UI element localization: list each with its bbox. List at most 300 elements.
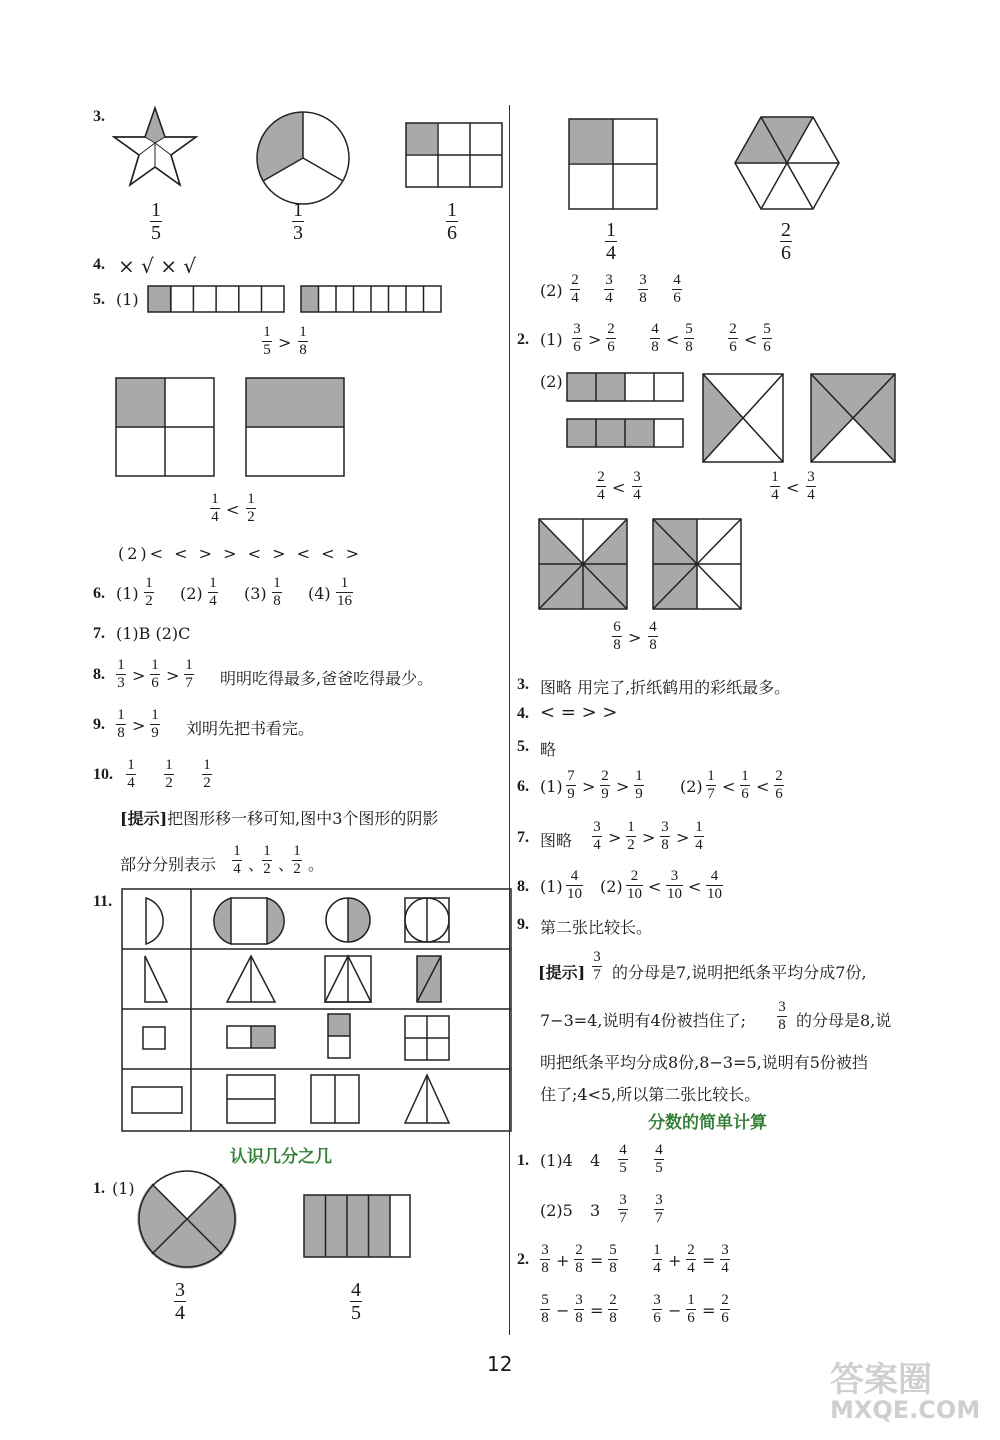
square-eighths-b-figure (652, 518, 742, 610)
rect-fifths-figure (303, 1194, 411, 1258)
calc-frac (540, 1243, 550, 1276)
answer-text: 4 (590, 1151, 601, 1170)
compare-frac (606, 322, 616, 355)
compare-frac (648, 620, 658, 653)
denominator: 8 (299, 342, 307, 358)
numerator: 7 (567, 768, 575, 784)
q8-frac (666, 869, 683, 902)
numerator: 3 (661, 819, 669, 835)
denominator: 8 (639, 290, 647, 306)
numerator: 2 (781, 219, 791, 241)
answer-frac (570, 273, 580, 306)
calc-frac (574, 1293, 584, 1326)
question-number: 3. (517, 676, 529, 693)
calc-frac (608, 1243, 618, 1276)
strip-eighths-figure (300, 285, 442, 313)
question-number: 2. (517, 1251, 529, 1268)
numerator: 1 (151, 657, 159, 673)
numerator: 5 (609, 1242, 617, 1258)
denominator: 8 (273, 593, 281, 609)
numerator: 3 (778, 999, 786, 1015)
denominator: 6 (763, 339, 771, 355)
denominator: 8 (541, 1260, 549, 1276)
numerator: 4 (649, 619, 657, 635)
answer-frac (618, 1193, 628, 1226)
denominator: 6 (607, 339, 615, 355)
denominator: 4 (597, 487, 605, 503)
hint-frac (777, 1000, 787, 1033)
denominator: 6 (687, 1310, 695, 1326)
compare-op: > (588, 330, 602, 349)
q6a-op: > (582, 777, 596, 796)
numerator: 2 (607, 321, 615, 337)
answer-text: 第二张比较长。 (540, 918, 653, 937)
numerator: 1 (447, 199, 457, 221)
question-number: 4. (517, 705, 529, 722)
denominator: 2 (165, 775, 173, 791)
square-halves-figure (245, 377, 345, 477)
compare-frac (246, 492, 256, 525)
hint-label-text: [提示] (538, 963, 586, 982)
compare-op: < (226, 500, 240, 519)
numerator: 4 (710, 868, 719, 884)
numerator: 5 (541, 1292, 549, 1308)
numerator: 2 (687, 1242, 695, 1258)
denominator: 5 (263, 342, 271, 358)
q9-op: > (132, 716, 146, 735)
square-eighths-a-figure (538, 518, 628, 610)
denominator: 8 (661, 837, 669, 853)
answer-text: 3 (590, 1201, 601, 1220)
numerator: 3 (175, 1279, 185, 1301)
denominator: 6 (741, 786, 749, 802)
answer-frac (336, 576, 353, 609)
denominator: 8 (609, 1310, 617, 1326)
compare-frac (770, 470, 780, 503)
numerator: 1 (185, 657, 193, 673)
part-label: (3) (244, 584, 267, 603)
watermark-logo: 答案圈 (830, 1360, 932, 1400)
part-label: (1) (540, 330, 563, 349)
numerator: 1 (695, 819, 703, 835)
q8-op: < (688, 877, 702, 896)
numerator: 3 (633, 469, 641, 485)
q8-frac (706, 869, 723, 902)
answer-frac (654, 1193, 664, 1226)
calc-frac (574, 1243, 584, 1276)
denominator: 4 (605, 290, 613, 306)
strip-b-figure (566, 418, 684, 448)
denominator: 16 (337, 593, 352, 609)
numerator: 3 (605, 272, 613, 288)
compare-frac (728, 322, 738, 355)
q6b-frac (774, 769, 784, 802)
answer-frac (126, 758, 136, 791)
denominator: 4 (209, 593, 217, 609)
hint-text: 7−3=4,说明有4份被挡住了; (540, 1011, 747, 1030)
answer-frac (618, 1143, 628, 1176)
numerator: 2 (609, 1292, 617, 1308)
numerator: 1 (117, 707, 125, 723)
hint-frac (592, 950, 602, 983)
calc-op: + (668, 1251, 682, 1270)
strip-a-figure (566, 372, 684, 402)
square-quarters-figure (115, 377, 215, 477)
answer-text: (1)4 (540, 1151, 573, 1170)
calc-op: = (702, 1301, 716, 1320)
denominator: 6 (729, 339, 737, 355)
numerator: 1 (165, 757, 173, 773)
compare-frac (806, 470, 816, 503)
calc-op: − (556, 1301, 570, 1320)
q7-frac (592, 820, 602, 853)
denominator: 8 (609, 1260, 617, 1276)
denominator: 4 (233, 861, 241, 877)
part-label: (4) (308, 584, 331, 603)
compare-op: < (612, 478, 626, 497)
answer-frac (672, 273, 682, 306)
denominator: 8 (575, 1310, 583, 1326)
q8-frac (626, 869, 643, 902)
denominator: 6 (673, 290, 681, 306)
answer-text: 明明吃得最多,爸爸吃得最少。 (220, 669, 434, 688)
numerator: 3 (575, 1292, 583, 1308)
compare-frac (762, 322, 772, 355)
compare-frac (298, 325, 308, 358)
numerator: 3 (541, 1242, 549, 1258)
compare-op: < (786, 478, 800, 497)
answer-frac (780, 220, 792, 263)
numerator: 3 (807, 469, 815, 485)
part-label: (2) (680, 777, 703, 796)
part-label: (1) (112, 1179, 135, 1198)
question-number: 6. (93, 585, 105, 602)
numerator: 5 (763, 321, 771, 337)
q7-op: > (642, 828, 656, 847)
compare-op: > (278, 333, 292, 352)
part-label: (1) (116, 584, 139, 603)
q8-frac (184, 658, 194, 691)
column-divider (509, 105, 510, 1335)
answer-text: 图略 用完了,折纸鹤用的彩纸最多。 (540, 678, 791, 697)
numerator: 3 (655, 1192, 663, 1208)
compare-frac (210, 492, 220, 525)
compare-frac (262, 325, 272, 358)
question-number: 1. (517, 1152, 529, 1169)
answer-line: (1)B (2)C (116, 624, 191, 643)
numerator: 1 (151, 199, 161, 221)
numerator: 4 (651, 321, 659, 337)
q8-frac (116, 658, 126, 691)
denominator: 4 (175, 1302, 185, 1324)
numerator: 1 (741, 768, 749, 784)
calc-op: = (590, 1251, 604, 1270)
denominator: 4 (127, 775, 135, 791)
answer-frac (208, 576, 218, 609)
q6b-op: < (722, 777, 736, 796)
strip-fifths-figure (147, 285, 285, 313)
calc-frac (652, 1293, 662, 1326)
square-diag-a-figure (702, 373, 784, 463)
answer-text: (2)5 (540, 1201, 573, 1220)
grid-fraction (446, 200, 458, 243)
numerator: 1 (203, 757, 211, 773)
part-label: (2) (180, 584, 203, 603)
denominator: 2 (627, 837, 635, 853)
numerator: 4 (570, 868, 579, 884)
separator: 、 (248, 855, 265, 874)
numerator: 1 (635, 768, 643, 784)
calc-op: − (668, 1301, 682, 1320)
denominator: 8 (613, 637, 621, 653)
numerator: 1 (687, 1292, 695, 1308)
question-number: 9. (93, 716, 105, 733)
answer-text: 略 (540, 740, 557, 759)
question-number: 8. (93, 666, 105, 683)
answer-frac (638, 273, 648, 306)
square-quarter-shaded-figure (568, 118, 658, 210)
numerator: 3 (639, 272, 647, 288)
answer-line: (2)< < > > < > < < > (118, 544, 363, 563)
answer-frac (164, 758, 174, 791)
part-label: (2) (540, 281, 563, 300)
compare-frac (612, 620, 622, 653)
question-number: 10. (93, 766, 113, 783)
hint-text: 明把纸条平均分成8份,8−3=5,说明有5份被挡 (540, 1053, 868, 1072)
numerator: 1 (263, 324, 271, 340)
answer-frac (654, 1143, 664, 1176)
denominator: 4 (687, 1260, 695, 1276)
numerator: 1 (209, 575, 217, 591)
numerator: 4 (673, 272, 681, 288)
watermark-url: MXQE.COM (830, 1396, 981, 1424)
q7-op: > (608, 828, 622, 847)
numerator: 3 (593, 819, 601, 835)
compare-frac (650, 322, 660, 355)
page-number: 12 (487, 1352, 513, 1376)
calc-op: = (702, 1251, 716, 1270)
q8-op: < (648, 877, 662, 896)
star-figure (112, 105, 198, 191)
compare-frac (596, 470, 606, 503)
denominator: 2 (293, 861, 301, 877)
denominator: 9 (601, 786, 609, 802)
part-label: (1) (116, 290, 139, 309)
calc-frac (720, 1243, 730, 1276)
numerator: 1 (653, 1242, 661, 1258)
denominator: 6 (447, 222, 457, 244)
numerator: 1 (340, 575, 349, 591)
hint-frac (262, 844, 272, 877)
denominator: 4 (695, 837, 703, 853)
hint-text: 住了;4<5,所以第二张比较长。 (540, 1085, 761, 1104)
question-number: 7. (93, 625, 105, 642)
part-label: (1) (540, 877, 563, 896)
question-number: 5. (93, 291, 105, 308)
denominator: 6 (775, 786, 783, 802)
hint-label: [提示] (120, 809, 168, 828)
hint-text: 把图形移一移可知,图中3个图形的阴影 (167, 809, 439, 828)
denominator: 8 (575, 1260, 583, 1276)
true-false-marks: × √ × √ (118, 254, 197, 278)
q6a-frac (566, 769, 576, 802)
shapes-table (121, 888, 512, 1132)
numerator: 1 (151, 707, 159, 723)
question-number: 4. (93, 256, 105, 273)
numerator: 2 (575, 1242, 583, 1258)
q6b-frac (740, 769, 750, 802)
circle-thirds-figure (255, 110, 351, 206)
answer-frac (272, 576, 282, 609)
numerator: 4 (655, 1142, 663, 1158)
numerator: 1 (299, 324, 307, 340)
denominator: 10 (627, 886, 642, 902)
denominator: 7 (185, 675, 193, 691)
denominator: 8 (651, 339, 659, 355)
q7-frac (626, 820, 636, 853)
denominator: 4 (606, 242, 616, 264)
numerator: 2 (597, 469, 605, 485)
denominator: 8 (778, 1017, 786, 1033)
numerator: 3 (573, 321, 581, 337)
numerator: 1 (145, 575, 153, 591)
numerator: 1 (263, 843, 271, 859)
hint-frac (292, 844, 302, 877)
calc-frac (720, 1293, 730, 1326)
circle-fraction (292, 200, 304, 243)
numerator: 1 (211, 491, 219, 507)
calc-frac (686, 1243, 696, 1276)
numerator: 2 (775, 768, 783, 784)
question-number: 5. (517, 738, 529, 755)
star-fraction (150, 200, 162, 243)
numerator: 3 (619, 1192, 627, 1208)
numerator: 1 (707, 768, 715, 784)
calc-frac (608, 1293, 618, 1326)
numerator: 1 (127, 757, 135, 773)
separator: 、 (278, 855, 295, 874)
denominator: 4 (633, 487, 641, 503)
denominator: 2 (247, 509, 255, 525)
question-number: 3. (93, 108, 105, 125)
denominator: 10 (667, 886, 682, 902)
denominator: 6 (653, 1310, 661, 1326)
answer-text: 刘明先把书看完。 (186, 719, 315, 738)
question-number: 8. (517, 878, 529, 895)
q8-frac (150, 658, 160, 691)
denominator: 8 (685, 339, 693, 355)
numerator: 1 (117, 657, 125, 673)
part-label: (2) (600, 877, 623, 896)
compare-frac (632, 470, 642, 503)
numerator: 6 (613, 619, 621, 635)
hexagon-sixths-figure (734, 115, 840, 211)
denominator: 6 (151, 675, 159, 691)
denominator: 4 (571, 290, 579, 306)
denominator: 2 (263, 861, 271, 877)
denominator: 4 (653, 1260, 661, 1276)
square-diag-b-figure (810, 373, 896, 463)
denominator: 5 (655, 1160, 663, 1176)
grid-sixths-figure (405, 122, 503, 188)
numerator: 2 (721, 1292, 729, 1308)
compare-frac (572, 322, 582, 355)
numerator: 1 (233, 843, 241, 859)
denominator: 8 (541, 1310, 549, 1326)
numerator: 3 (670, 868, 679, 884)
part-label: (1) (540, 777, 563, 796)
numerator: 1 (771, 469, 779, 485)
answer-frac (174, 1280, 186, 1323)
q9-frac (150, 708, 160, 741)
question-number: 2. (517, 331, 529, 348)
numerator: 3 (653, 1292, 661, 1308)
denominator: 2 (145, 593, 153, 609)
denominator: 5 (151, 222, 161, 244)
compare-op: < (666, 330, 680, 349)
denominator: 4 (807, 487, 815, 503)
numerator: 2 (601, 768, 609, 784)
calc-frac (540, 1293, 550, 1326)
denominator: 7 (707, 786, 715, 802)
q6a-op: > (616, 777, 630, 796)
denominator: 6 (573, 339, 581, 355)
answer-frac (604, 273, 614, 306)
numerator: 5 (685, 321, 693, 337)
question-number: 7. (517, 829, 529, 846)
q6b-frac (706, 769, 716, 802)
denominator: 9 (567, 786, 575, 802)
answer-frac (202, 758, 212, 791)
denominator: 4 (211, 509, 219, 525)
hint-text: 的分母是8,说 (796, 1011, 892, 1030)
calc-op: + (556, 1251, 570, 1270)
numerator: 2 (729, 321, 737, 337)
section-title: 认识几分之几 (230, 1147, 332, 1167)
denominator: 2 (203, 775, 211, 791)
q7-frac (694, 820, 704, 853)
denominator: 3 (293, 222, 303, 244)
answer-frac (350, 1280, 362, 1323)
q9-frac (116, 708, 126, 741)
answer-frac (566, 869, 583, 902)
question-number: 1. (93, 1180, 105, 1197)
hint-label (538, 960, 585, 983)
numerator: 3 (593, 949, 601, 965)
denominator: 4 (771, 487, 779, 503)
denominator: 7 (655, 1210, 663, 1226)
calc-frac (652, 1243, 662, 1276)
denominator: 4 (721, 1260, 729, 1276)
numerator: 2 (630, 868, 639, 884)
compare-frac (684, 322, 694, 355)
numerator: 1 (247, 491, 255, 507)
denominator: 7 (619, 1210, 627, 1226)
denominator: 9 (635, 786, 643, 802)
numerator: 3 (721, 1242, 729, 1258)
answer-frac (605, 220, 617, 263)
question-number: 11. (93, 893, 113, 910)
part-label: (2) (540, 372, 563, 391)
q6a-frac (634, 769, 644, 802)
q7-frac (660, 820, 670, 853)
q7-op: > (676, 828, 690, 847)
answer-frac (144, 576, 154, 609)
circle-quarters-figure (138, 1170, 236, 1268)
answer-text: < = > > (540, 702, 618, 723)
numerator: 1 (273, 575, 281, 591)
q6a-frac (600, 769, 610, 802)
